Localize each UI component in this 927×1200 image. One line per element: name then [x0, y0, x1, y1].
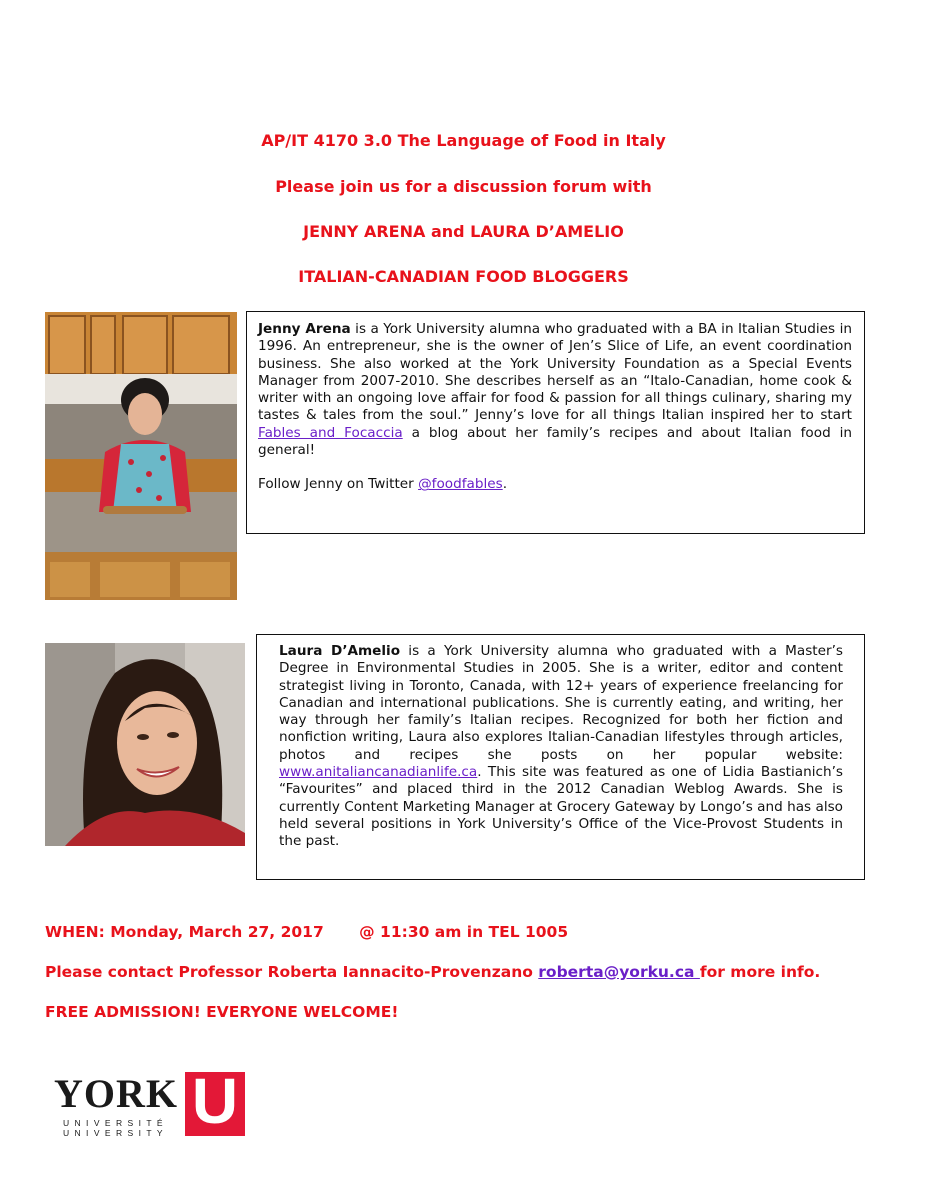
jenny-arena-photo	[45, 312, 237, 600]
laura-bio-text-end: . This site was featured as one of Lidia Bastianich’s “Favourites” and placed third in the 2012 Canadian Weblog Awards. She is currently Content Marketing Manager at Grocery Gateway by Longo’s and has also held several positions in York University’s Office of the Vice-Provost Students in the past.	[279, 764, 843, 850]
follow-text: Follow Jenny on Twitter	[258, 476, 419, 493]
laura-bio-box	[256, 634, 865, 880]
logo-york-word: YORK	[54, 1071, 178, 1116]
twitter-link[interactable]: @foodfables	[418, 476, 503, 493]
jenny-follow-line	[258, 476, 852, 493]
laura-damelio-photo	[45, 643, 245, 846]
event-subtitle: ITALIAN-CANADIAN FOOD BLOGGERS	[298, 267, 629, 286]
logo-university: UNIVERSITY	[62, 1128, 168, 1138]
contact-text: Please contact Professor Roberta Iannacito-Provenzano	[45, 963, 539, 981]
guest-names: JENNY ARENA and LAURA D’AMELIO	[303, 222, 624, 241]
contact-email-link[interactable]: roberta@yorku.ca	[538, 963, 700, 981]
laura-name: Laura D’Amelio	[279, 643, 401, 659]
logo-u-block	[185, 1065, 245, 1137]
jenny-bio-text-end: a blog about her family’s recipes and about Italian food in general!	[258, 424, 853, 459]
fables-and-focaccia-link[interactable]: Fables and Focaccia	[258, 424, 403, 441]
follow-period: .	[502, 476, 508, 493]
jenny-bio-paragraph	[258, 321, 852, 459]
course-title: AP/IT 4170 3.0 The Language of Food in Italy	[261, 131, 666, 150]
italian-canadian-life-link[interactable]: www.anitaliancanadianlife.ca	[279, 764, 478, 781]
jenny-bio-box	[246, 311, 865, 534]
event-time-location: @ 11:30 am in TEL 1005	[359, 923, 569, 941]
york-university-logo	[54, 1065, 249, 1138]
jenny-bio-text: is a York University alumna who graduated with a BA in Italian Studies in 1996. An entrepreneur, she is the owner of Jen’s Slice of Life, an event coordination business. She also worked at the York University Foundation as a Special Events Manager from 2007-2010. She describes herself as an “Italo-Canadian, home cook & writer with an ongoing love affair for food & passion for all things culinary, sharing my tastes & tales from the soul.” Jenny’s love for all things Italian inspired her to start	[258, 321, 852, 424]
contact-text-end: for more info.	[699, 963, 821, 981]
admission-line: FREE ADMISSION! EVERYONE WELCOME!	[45, 1003, 399, 1021]
event-when-line	[45, 923, 568, 941]
laura-bio-text: is a York University alumna who graduated with a Master’s Degree in Environmental Studies in 2005. She is a writer, editor and content strategist living in Toronto, Canada, with 12+ years of experience freelancing for Canadian and international publications. She is currently eating, and writing, her way through her family’s Italian recipes. Recognized for both her fiction and nonfiction writing, Laura also explores Italian-Canadian lifestyles through articles, photos and recipes she posts on her popular website:	[279, 643, 843, 763]
contact-line	[45, 963, 820, 981]
logo-u-letter: U	[191, 1065, 239, 1137]
jenny-name: Jenny Arena	[258, 321, 351, 337]
laura-bio-paragraph	[279, 643, 843, 851]
logo-universite: UNIVERSITÉ	[62, 1118, 168, 1128]
event-date: WHEN: Monday, March 27, 2017	[45, 923, 324, 941]
invitation-line: Please join us for a discussion forum with	[275, 177, 652, 196]
